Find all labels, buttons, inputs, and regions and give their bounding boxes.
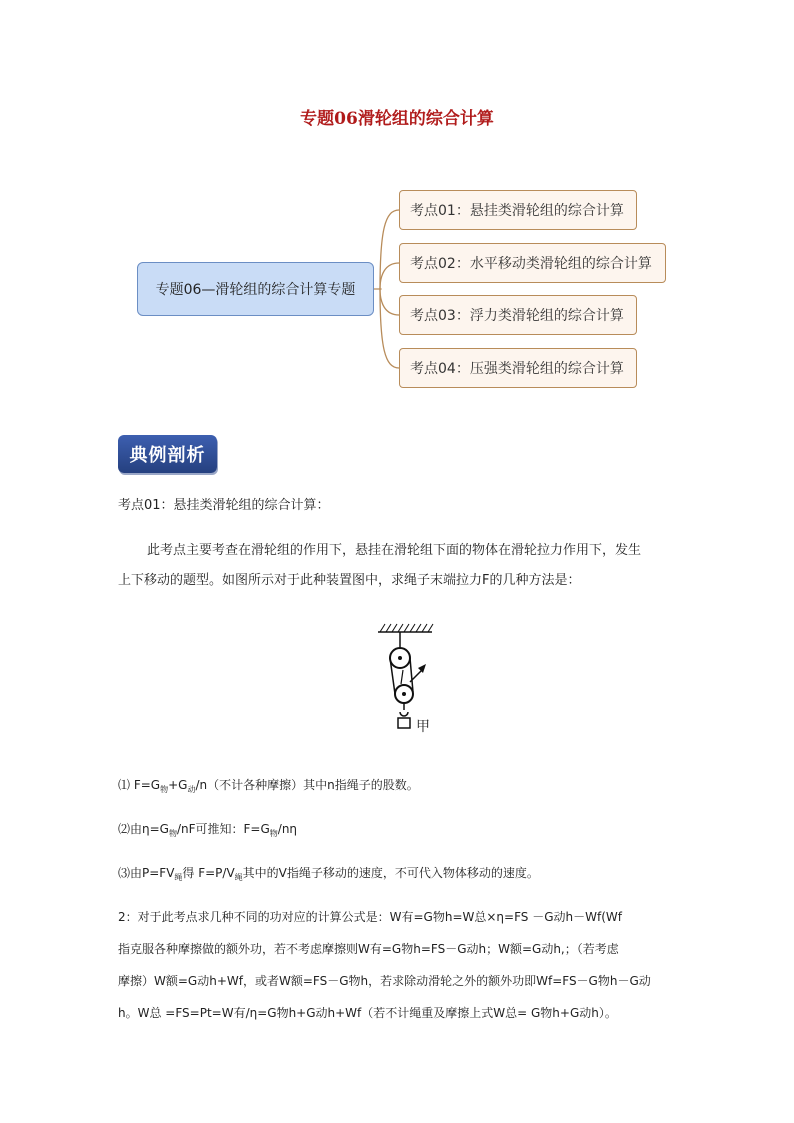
paragraph-2-line-2: 指克服各种摩擦做的额外功，若不考虑摩擦则W有=G物h=FS－G动h；W额=G动h,；（若考虑: [118, 942, 619, 956]
paragraph-2-line-3: 摩擦）W额=G动h+Wf，或者W额=FS－G物h，若求除动滑轮之外的额外功即Wf=FS－G物h－G动: [118, 974, 651, 988]
pulley-figure: [374, 620, 444, 740]
mindmap-node-2: 考点02：水平移动类滑轮组的综合计算: [399, 243, 666, 283]
kaodian-heading: 考点01：悬挂类滑轮组的综合计算：: [118, 498, 330, 513]
section-badge: 典例剖析: [118, 435, 217, 473]
mindmap-root: 专题06—滑轮组的综合计算专题: [137, 262, 374, 316]
formula-1: ⑴ $F=G_物+G_动/n$（不计各种摩擦）其中n指绳子的股数。: [118, 778, 419, 794]
formula-3: ⑶由$P=FV_绳$得 $F=P/V_绳$其中的V指绳子移动的速度，不可代入物体移动的速度。: [118, 866, 539, 882]
formula-2: ⑵由$\eta=G_物/nF$可推知：$F=G_物/n\eta$: [118, 822, 298, 838]
paragraph-2-line-1: 2：对于此考点求几种不同的功对应的计算公式是：W有=G物h=W总×η=FS －G动h－Wf(Wf: [118, 910, 622, 924]
paragraph-2-line-4: h。W总 =FS=Pt=W有/η=G物h+G动h+Wf（若不计绳重及摩擦上式W总= G物h+G动h）。: [118, 1006, 617, 1020]
figure-label: 甲: [416, 719, 430, 735]
mindmap-node-4: 考点04：压强类滑轮组的综合计算: [399, 348, 637, 388]
page-title: 专题06滑轮组的综合计算: [300, 109, 494, 129]
mindmap-node-3: 考点03：浮力类滑轮组的综合计算: [399, 295, 637, 335]
paragraph-1-line-2: 上下移动的题型。如图所示对于此种装置图中，求绳子末端拉力F的几种方法是：: [118, 573, 581, 588]
mindmap-connectors: [0, 0, 794, 420]
mindmap-node-1: 考点01：悬挂类滑轮组的综合计算: [399, 190, 637, 230]
paragraph-1-line-1: 此考点主要考查在滑轮组的作用下，悬挂在滑轮组下面的物体在滑轮拉力作用下，发生: [147, 543, 642, 558]
